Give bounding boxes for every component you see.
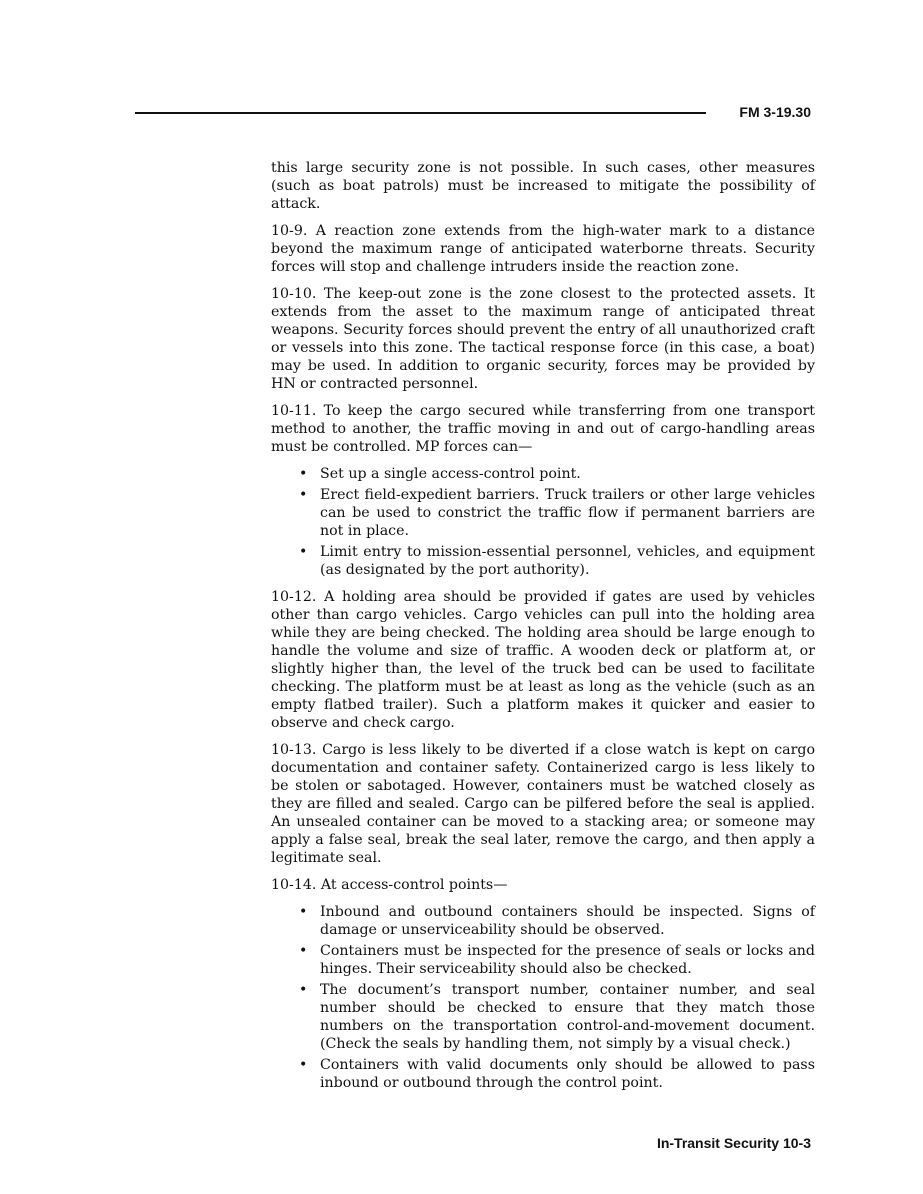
paragraph-10-9: 10-9. A reaction zone extends from the high-water mark to a distance beyond the maximum range of anticipated waterborne threats. Security forces will stop and challenge intruders inside the reaction zone. — [271, 223, 815, 275]
paragraph-10-11: 10-11. To keep the cargo secured while transferring from one transport method to another, the traffic moving in and out of cargo-handling areas must be controlled. MP forces can— — [271, 403, 815, 455]
bullet-icon: • — [299, 1057, 308, 1073]
list-item: • Limit entry to mission-essential personnel, vehicles, and equipment (as designated by the port authority). — [299, 544, 815, 578]
list-item: • Erect field-expedient barriers. Truck trailers or other large vehicles can be used to constrict the traffic flow if permanent barriers are not in place. — [299, 487, 815, 539]
list-item: • Inbound and outbound containers should be inspected. Signs of damage or unserviceability should be observed. — [299, 904, 815, 938]
access-control-list — [271, 903, 815, 1092]
list-item: • The document’s transport number, container number, and seal number should be checked to ensure that they match those numbers on the transportation control-and-movement document. (Check the seals by handling them, not simply by a visual check.) — [299, 982, 815, 1052]
page-body — [271, 159, 815, 1101]
bullet-icon: • — [299, 943, 308, 959]
bullet-icon: • — [299, 904, 308, 920]
bullet-icon: • — [299, 487, 308, 503]
paragraph-10-10: 10-10. The keep-out zone is the zone closest to the protected assets. It extends from the asset to the maximum range of anticipated threat weapons. Security forces should prevent the entry of all unauthorized craft or vessels into this zone. The tactical response force (in this case, a boat) may be used. In addition to organic security, forces may be provided by HN or contracted personnel. — [271, 286, 815, 392]
list-item: • Containers with valid documents only should be allowed to pass inbound or outbound through the control point. — [299, 1057, 815, 1091]
document-id: FM 3-19.30 — [739, 104, 811, 120]
page-footer: In-Transit Security 10-3 — [656, 1135, 811, 1151]
paragraph-10-12: 10-12. A holding area should be provided if gates are used by vehicles other than cargo vehicles. Cargo vehicles can pull into the holding area while they are being checked. The holding area should be large enough to handle the volume and size of traffic. A wooden deck or platform at, or slightly higher than, the level of the truck bed can be used to facilitate checking. The platform must be at least as long as the vehicle (such as an empty flatbed trailer). Such a platform makes it quicker and easier to observe and check cargo. — [271, 589, 815, 731]
bullet-icon: • — [299, 466, 308, 482]
bullet-icon: • — [299, 982, 308, 998]
header-rule — [135, 112, 706, 114]
list-item: • Containers must be inspected for the presence of seals or locks and hinges. Their serviceability should also be checked. — [299, 943, 815, 977]
bullet-icon: • — [299, 544, 308, 560]
mp-forces-list — [271, 465, 815, 579]
list-item: • Set up a single access-control point. — [299, 466, 581, 482]
paragraph-10-13: 10-13. Cargo is less likely to be diverted if a close watch is kept on cargo documentation and container safety. Containerized cargo is less likely to be stolen or sabotaged. However, containers must be watched closely as they are filled and sealed. Cargo can be pilfered before the seal is applied. An unsealed container can be moved to a stacking area; or someone may apply a false seal, break the seal later, remove the cargo, and then apply a legitimate seal. — [271, 742, 815, 866]
paragraph-continued: this large security zone is not possible. In such cases, other measures (such as boat patrols) must be increased to mitigate the possibility of attack. — [271, 160, 815, 212]
paragraph-10-14: 10-14. At access-control points— — [271, 877, 508, 893]
